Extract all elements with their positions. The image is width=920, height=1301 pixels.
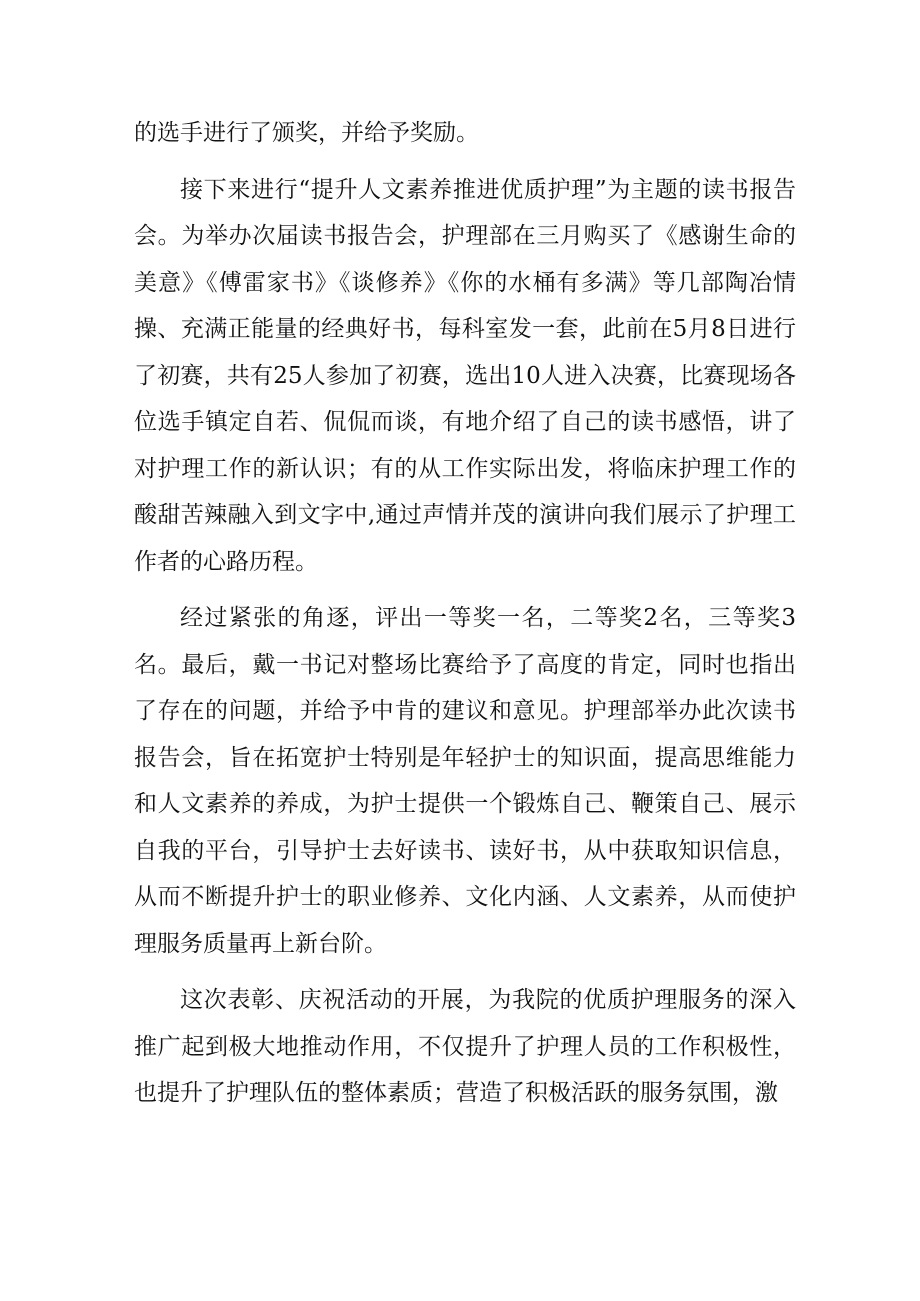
paragraph-activity-summary: 这次表彰、庆祝活动的开展，为我院的优质护理服务的深入推广起到极大地推动作用，不仅提升了护理人员的工作积极性，也提升了护理队伍的整体素质；营造了积极活跃的服务氛围，激 [134,987,796,1106]
paragraph-competition-results: 经过紧张的角逐，评出一等奖一名，二等奖2名，三等奖3名。最后，戴一书记对整场比赛给予了高度的肯定，同时也指出了存在的问题，并给予中肯的建议和意见。护理部举办此次读书报告会，旨在拓宽护士特别是年轻护士的知识面，提高思维能力和人文素养的养成，为护士提供一个锻炼自己、鞭策自己、展示自我的平台，引导护士去好读书、读好书，从中获取知识信息，从而不断提升护士的职业修养、文化内涵、人文素养，从而使护理服务质量再上新台阶。 [134,605,796,957]
document-body [134,110,796,1127]
paragraph-reading-report: 接下来进行“提升人文素养推进优质护理”为主题的读书报告会。为举办次届读书报告会，护理部在三月购买了《感谢生命的美意》《傅雷家书》《谈修养》《你的水桶有多满》等几部陶冶情操、充满正能量的经典好书，每科室发一套，此前在5月8日进行了初赛，共有25人参加了初赛，选出10人进入决赛，比赛现场各位选手镇定自若、侃侃而谈，有地介绍了自己的读书感悟，讲了对护理工作的新认识；有的从工作实际出发，将临床护理工作的酸甜苦辣融入到文字中,通过声情并茂的演讲向我们展示了护理工作者的心路历程。 [134,176,796,575]
paragraph-continuation: 的选手进行了颁奖，并给予奖励。 [134,120,479,146]
